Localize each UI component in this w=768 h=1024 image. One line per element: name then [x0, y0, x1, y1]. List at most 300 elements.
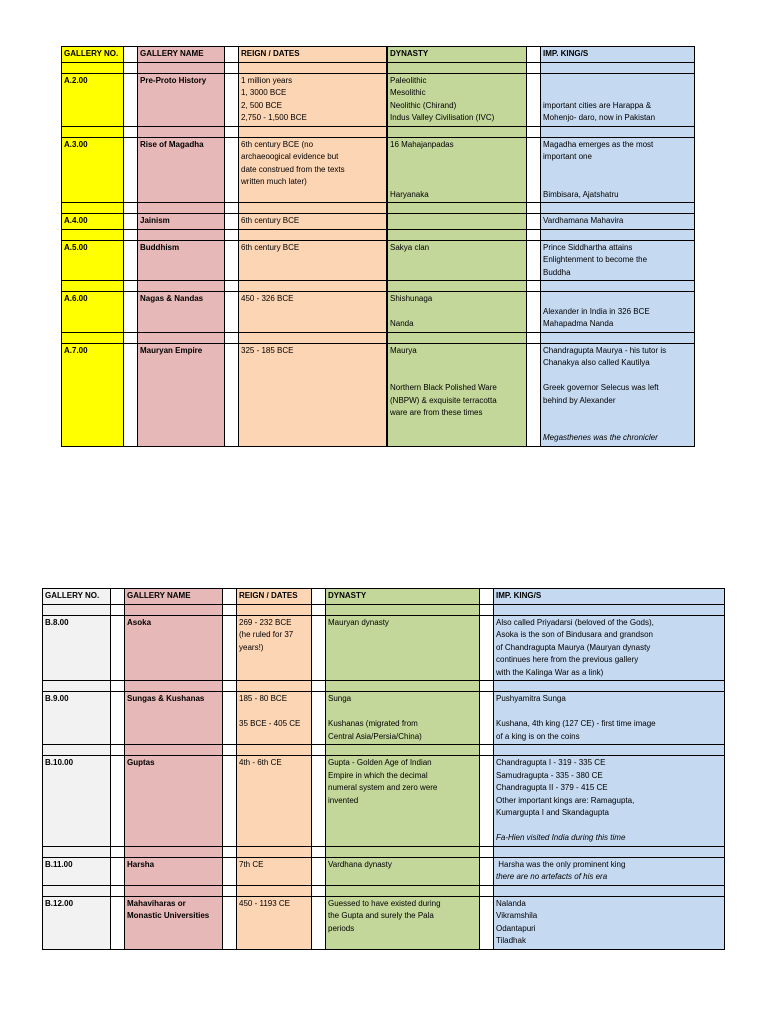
kings-cell-line: Chandragupta II - 379 - 415 CE: [496, 783, 608, 792]
spacer-cell: [225, 214, 239, 230]
dynasty-cell: [326, 745, 480, 756]
dynasty-cell-line: [390, 176, 524, 189]
dynasty-cell: [388, 203, 527, 214]
dynasty-cell: [326, 756, 480, 847]
dynasty-cell-line: [390, 370, 524, 383]
dynasty-cell: [388, 62, 527, 73]
reign-cell: [237, 615, 312, 681]
spacer-cell: [312, 589, 326, 605]
gallery-no-cell: [62, 332, 124, 343]
dynasty-cell-line: (NBPW) & exquisite terracotta: [390, 395, 497, 405]
spacer-cell: [225, 332, 239, 343]
dynasty-cell-line: Mesolithic: [390, 88, 426, 97]
kings-cell-line: Tiladhak: [496, 936, 526, 945]
table-row: [62, 292, 695, 333]
dynasty-cell-line: Sakya clan: [390, 242, 430, 252]
gallery-no-cell: [62, 126, 124, 137]
spacer-cell: [312, 615, 326, 681]
spacer-cell: [527, 47, 541, 63]
dynasty-cell-line: 16 Mahajanpadas: [390, 139, 454, 149]
reign-cell-line: 6th century BCE (no: [241, 139, 314, 149]
dynasty-cell: [326, 896, 480, 949]
reign-cell: [237, 896, 312, 949]
kings-cell-line: important one: [543, 152, 592, 161]
spacer-cell: [225, 73, 239, 126]
spacer-cell: [111, 589, 125, 605]
kings-cell: [541, 240, 695, 281]
kings-cell-line: of a king is on the coins: [496, 731, 580, 741]
dynasty-cell-line: Neolithic (Chirand): [390, 100, 457, 110]
dynasty-cell: [388, 281, 527, 292]
spacer-row: [62, 281, 695, 292]
reign-cell: [239, 62, 387, 73]
spacer-cell: [312, 604, 326, 615]
spacer-row: [62, 126, 695, 137]
reign-cell: [239, 214, 387, 230]
spacer-cell: [480, 681, 494, 692]
spacer-cell: [111, 896, 125, 949]
spacer-cell: [223, 885, 237, 896]
kings-cell: [494, 692, 725, 745]
dynasty-cell-line: Maurya: [390, 345, 417, 355]
spacer-cell: [527, 229, 541, 240]
dynasty-cell-line: periods: [328, 923, 355, 933]
spacer-cell: [480, 885, 494, 896]
reign-cell: [239, 229, 387, 240]
dynasty-cell: [388, 332, 527, 343]
spacer-cell: [111, 692, 125, 745]
dynasty-cell: [326, 681, 480, 692]
gallery-name-cell: [125, 604, 223, 615]
spacer-row: [43, 745, 725, 756]
spacer-cell: [124, 137, 138, 203]
spacer-cell: [225, 137, 239, 203]
spacer-cell: [527, 240, 541, 281]
gallery-name-cell: Guptas: [125, 756, 223, 847]
kings-cell-line: Asoka is the son of Bindusara and grandson: [496, 630, 653, 639]
kings-cell: [541, 332, 695, 343]
spacer-cell: [124, 292, 138, 333]
spacer-row: [43, 846, 725, 857]
spacer-cell: [223, 589, 237, 605]
reign-cell: [239, 137, 387, 203]
reign-cell-line: 269 - 232 BCE: [239, 617, 292, 627]
spacer-cell: [527, 137, 541, 203]
kings-cell: [541, 281, 695, 292]
gallery-no-cell: B.12.00: [43, 896, 111, 949]
reign-cell-line: 1, 3000 BCE: [241, 88, 287, 97]
spacer-cell: [124, 47, 138, 63]
reign-cell-line: 1 million years: [241, 75, 293, 85]
kings-cell: [541, 137, 695, 203]
spacer-cell: [124, 126, 138, 137]
reign-cell: [239, 343, 387, 446]
kings-cell-line: Greek governor Selecus was left: [543, 383, 659, 392]
spacer-cell: [223, 846, 237, 857]
header-imp-kings: IMP. KING/S: [494, 589, 725, 605]
dynasty-cell: [388, 126, 527, 137]
dynasty-cell-line: numeral system and zero were: [328, 783, 438, 792]
gallery-no-cell: A.5.00: [62, 240, 124, 281]
kings-cell: [494, 896, 725, 949]
dynasty-cell: [326, 692, 480, 745]
kings-cell-line: [496, 706, 722, 719]
spacer-row: [43, 604, 725, 615]
gallery-no-cell: B.11.00: [43, 857, 111, 885]
kings-cell-line: continues here from the previous gallery: [496, 655, 639, 664]
kings-cell-line: Vikramshila: [496, 911, 538, 920]
table-row: [43, 756, 725, 847]
spacer-cell: [225, 229, 239, 240]
kings-cell: [541, 343, 695, 446]
gallery-name-cell: [138, 229, 225, 240]
spacer-cell: [124, 73, 138, 126]
header-dynasty: DYNASTY: [326, 589, 480, 605]
gallery-no-cell: [62, 203, 124, 214]
kings-cell: [541, 73, 695, 126]
header-gallery-name: GALLERY NAME: [125, 589, 223, 605]
spacer-cell: [312, 885, 326, 896]
dynasty-cell: [326, 885, 480, 896]
gallery-no-cell: A.2.00: [62, 73, 124, 126]
gallery-name-cell: Buddhism: [138, 240, 225, 281]
kings-cell-line: Magadha emerges as the most: [543, 139, 654, 149]
kings-cell-line: Mahapadma Nanda: [543, 319, 614, 328]
dynasty-cell-line: [390, 357, 524, 370]
dynasty-cell-line: Guessed to have existed during: [328, 898, 441, 908]
kings-cell-line: there are no artefacts of his era: [496, 872, 608, 881]
gallery-name-cell: [138, 62, 225, 73]
kings-cell-line: [543, 420, 692, 433]
kings-cell-line: Megasthenes was the chronicler: [543, 433, 658, 442]
dynasty-cell-line: Northern Black Polished Ware: [390, 383, 497, 392]
spacer-cell: [225, 281, 239, 292]
spacer-cell: [312, 681, 326, 692]
kings-cell: [494, 857, 725, 885]
reign-cell-line: 325 - 185 BCE: [241, 345, 294, 355]
kings-cell-line: [543, 407, 692, 420]
gallery-no-cell: A.7.00: [62, 343, 124, 446]
spacer-row: [62, 62, 695, 73]
table-row: [62, 343, 695, 446]
spacer-cell: [111, 681, 125, 692]
kings-cell: [494, 615, 725, 681]
reign-cell-line: written much later): [241, 177, 307, 186]
kings-cell-line: [543, 87, 692, 100]
gallery-name-cell: Jainism: [138, 214, 225, 230]
spacer-cell: [124, 240, 138, 281]
gallery-name-cell: Pre-Proto History: [138, 73, 225, 126]
dynasty-cell-line: Haryanaka: [390, 189, 429, 199]
spacer-cell: [223, 857, 237, 885]
header-reign-dates: REIGN / DATES: [239, 47, 387, 63]
kings-cell-line: Odantapuri: [496, 923, 536, 933]
spacer-row: [62, 332, 695, 343]
kings-cell-line: Kumargupta I and Skandagupta: [496, 808, 609, 817]
dynasty-cell-line: [390, 215, 524, 228]
kings-cell: [494, 745, 725, 756]
dynasty-cell-line: Kushanas (migrated from: [328, 719, 418, 728]
kings-cell: [541, 203, 695, 214]
spacer-cell: [527, 203, 541, 214]
spacer-cell: [480, 692, 494, 745]
kings-cell-line: Nalanda: [496, 898, 526, 908]
dynasty-cell: [388, 137, 527, 203]
reign-cell: [237, 745, 312, 756]
header-imp-kings: IMP. KING/S: [541, 47, 695, 63]
kings-cell-line: [543, 75, 692, 88]
kings-cell-line: [543, 176, 692, 189]
spacer-cell: [223, 615, 237, 681]
dynasty-cell: [326, 604, 480, 615]
gallery-name-cell: [138, 281, 225, 292]
kings-cell-line: Buddha: [543, 267, 571, 277]
dynasty-cell-line: [390, 164, 524, 177]
header-row: [43, 589, 725, 605]
kings-cell: [494, 885, 725, 896]
dynasty-cell-line: Vardhana dynasty: [328, 859, 392, 869]
gallery-table-a: [61, 46, 695, 447]
gallery-no-cell: B.8.00: [43, 615, 111, 681]
kings-cell-line: behind by Alexander: [543, 395, 616, 405]
gallery-name-cell: Mauryan Empire: [138, 343, 225, 446]
spacer-cell: [312, 756, 326, 847]
reign-cell: [239, 73, 387, 126]
reign-cell: [237, 681, 312, 692]
kings-cell-line: Harsha was the only prominent king: [496, 859, 626, 869]
gallery-no-cell: A.4.00: [62, 214, 124, 230]
kings-cell: [541, 292, 695, 333]
kings-cell: [494, 756, 725, 847]
gallery-name-cell: [125, 681, 223, 692]
table-row: [43, 692, 725, 745]
kings-cell-line: Samudragupta - 335 - 380 CE: [496, 770, 603, 780]
reign-cell-line: archaeoogical evidence but: [241, 152, 339, 161]
spacer-row: [43, 885, 725, 896]
reign-cell: [239, 292, 387, 333]
spacer-cell: [225, 203, 239, 214]
gallery-name-cell: Rise of Magadha: [138, 137, 225, 203]
spacer-cell: [111, 857, 125, 885]
reign-cell-line: [239, 706, 309, 719]
header-gallery-no: GALLERY NO.: [43, 589, 111, 605]
header-reign-dates: REIGN / DATES: [237, 589, 312, 605]
gallery-no-cell: B.9.00: [43, 692, 111, 745]
dynasty-cell-line: Shishunaga: [390, 294, 433, 303]
kings-cell-line: Enlightenment to become the: [543, 255, 648, 264]
gallery-no-cell: [62, 229, 124, 240]
reign-cell: [239, 203, 387, 214]
gallery-no-cell: [43, 681, 111, 692]
kings-cell-line: Bimbisara, Ajatshatru: [543, 189, 619, 199]
table-row: [43, 857, 725, 885]
kings-cell-line: [543, 370, 692, 383]
dynasty-cell-line: Gupta - Golden Age of Indian: [328, 758, 432, 767]
dynasty-cell-line: [390, 306, 524, 319]
spacer-row: [43, 681, 725, 692]
spacer-cell: [312, 846, 326, 857]
reign-cell: [239, 240, 387, 281]
dynasty-cell-line: Empire in which the decimal: [328, 770, 428, 780]
kings-cell-line: of Chandragupta Maurya (Mauryan dynasty: [496, 642, 651, 652]
gallery-no-cell: A.3.00: [62, 137, 124, 203]
dynasty-cell-line: Paleolithic: [390, 75, 427, 85]
reign-cell-line: 7th CE: [239, 859, 264, 869]
gallery-table-a-body: [62, 47, 695, 447]
spacer-cell: [480, 857, 494, 885]
spacer-cell: [312, 896, 326, 949]
table-row: [62, 240, 695, 281]
reign-cell-line: 2,750 - 1,500 BCE: [241, 113, 307, 122]
kings-cell-line: Prince Siddhartha attains: [543, 242, 633, 252]
spacer-row: [62, 203, 695, 214]
kings-cell-line: with the Kalinga War as a link): [496, 667, 604, 677]
dynasty-cell-line: [328, 706, 477, 719]
reign-cell: [239, 281, 387, 292]
spacer-cell: [225, 62, 239, 73]
spacer-cell: [223, 745, 237, 756]
dynasty-cell: [388, 240, 527, 281]
reign-cell: [239, 126, 387, 137]
kings-cell-line: Chandragupta I - 319 - 335 CE: [496, 758, 606, 767]
table-row: [43, 615, 725, 681]
spacer-cell: [111, 756, 125, 847]
kings-cell: [494, 846, 725, 857]
reign-cell-line: 2, 500 BCE: [241, 100, 282, 110]
dynasty-cell-line: the Gupta and surely the Pala: [328, 911, 434, 920]
gallery-no-cell: [43, 604, 111, 615]
reign-cell-line: 185 - 80 BCE: [239, 694, 288, 703]
gallery-no-cell: [43, 745, 111, 756]
spacer-cell: [527, 126, 541, 137]
dynasty-cell: [326, 857, 480, 885]
dynasty-cell-line: Mauryan dynasty: [328, 617, 389, 627]
spacer-cell: [480, 615, 494, 681]
kings-cell: [541, 126, 695, 137]
spacer-cell: [223, 681, 237, 692]
spacer-cell: [312, 692, 326, 745]
spacer-cell: [480, 896, 494, 949]
dynasty-cell: [326, 846, 480, 857]
reign-cell: [239, 332, 387, 343]
spacer-cell: [223, 756, 237, 847]
spacer-cell: [527, 332, 541, 343]
kings-cell: [541, 214, 695, 230]
kings-cell-line: Vardhamana Mahavira: [543, 216, 624, 225]
spacer-cell: [527, 292, 541, 333]
spacer-cell: [225, 126, 239, 137]
reign-cell-line: (he ruled for 37: [239, 630, 294, 639]
reign-cell-line: 4th - 6th CE: [239, 758, 282, 767]
dynasty-cell-line: Sunga: [328, 694, 352, 703]
kings-cell: [541, 229, 695, 240]
spacer-cell: [225, 343, 239, 446]
kings-cell: [494, 604, 725, 615]
dynasty-cell-line: [390, 151, 524, 164]
table-row: [62, 214, 695, 230]
gallery-name-cell: [138, 203, 225, 214]
dynasty-cell: [388, 229, 527, 240]
dynasty-cell-line: Central Asia/Persia/China): [328, 731, 422, 741]
gallery-no-cell: A.6.00: [62, 292, 124, 333]
kings-cell-line: Kushana, 4th king (127 CE) - first time image: [496, 719, 656, 728]
dynasty-cell-line: Nanda: [390, 319, 414, 328]
kings-cell: [541, 62, 695, 73]
kings-cell-line: important cities are Harappa &: [543, 100, 652, 110]
dynasty-cell-line: Indus Valley Civilisation (IVC): [390, 113, 495, 122]
reign-cell-line: 6th century BCE: [241, 242, 300, 252]
spacer-cell: [480, 745, 494, 756]
dynasty-cell-line: invented: [328, 795, 359, 805]
kings-cell-line: Pushyamitra Sunga: [496, 694, 566, 703]
dynasty-cell: [326, 615, 480, 681]
table-row: [43, 896, 725, 949]
spacer-cell: [124, 343, 138, 446]
gallery-name-cell: Asoka: [125, 615, 223, 681]
spacer-cell: [480, 846, 494, 857]
gallery-name-cell: [138, 332, 225, 343]
kings-cell-line: [543, 164, 692, 177]
reign-cell: [237, 857, 312, 885]
spacer-cell: [223, 896, 237, 949]
spacer-cell: [111, 846, 125, 857]
spacer-cell: [527, 62, 541, 73]
spacer-cell: [480, 589, 494, 605]
header-gallery-no: GALLERY NO.: [62, 47, 124, 63]
spacer-cell: [225, 292, 239, 333]
gallery-name-cell: Mahaviharas or Monastic Universities: [125, 896, 223, 949]
spacer-cell: [480, 756, 494, 847]
header-gallery-name: GALLERY NAME: [138, 47, 225, 63]
spacer-cell: [225, 47, 239, 63]
kings-cell-line: Fa-Hien visited India during this time: [496, 833, 626, 842]
gallery-no-cell: [62, 62, 124, 73]
dynasty-cell-line: ware are from these times: [390, 408, 483, 417]
spacer-cell: [527, 343, 541, 446]
spacer-cell: [124, 229, 138, 240]
spacer-cell: [124, 62, 138, 73]
gallery-no-cell: [62, 281, 124, 292]
gallery-name-cell: [125, 885, 223, 896]
gallery-no-cell: [43, 885, 111, 896]
spacer-cell: [124, 203, 138, 214]
spacer-cell: [312, 857, 326, 885]
dynasty-cell: [388, 292, 527, 333]
reign-cell-line: date construed from the texts: [241, 164, 345, 174]
kings-cell: [494, 681, 725, 692]
spacer-cell: [223, 604, 237, 615]
gallery-name-cell: Sungas & Kushanas: [125, 692, 223, 745]
spacer-cell: [480, 604, 494, 615]
gallery-name-cell: Nagas & Nandas: [138, 292, 225, 333]
gallery-no-cell: B.10.00: [43, 756, 111, 847]
spacer-cell: [111, 604, 125, 615]
spacer-cell: [124, 332, 138, 343]
dynasty-cell: [388, 214, 527, 230]
kings-cell-line: Other important kings are: Ramagupta,: [496, 795, 635, 805]
spacer-cell: [124, 281, 138, 292]
reign-cell: [237, 846, 312, 857]
spacer-row: [62, 229, 695, 240]
gallery-table-b-body: [43, 589, 725, 950]
spacer-cell: [527, 281, 541, 292]
gallery-no-cell: [43, 846, 111, 857]
spacer-cell: [111, 885, 125, 896]
gallery-table-b: [42, 588, 725, 950]
dynasty-cell: [388, 343, 527, 446]
spacer-cell: [124, 214, 138, 230]
kings-cell-line: Mohenjo- daro, now in Pakistan: [543, 113, 656, 122]
